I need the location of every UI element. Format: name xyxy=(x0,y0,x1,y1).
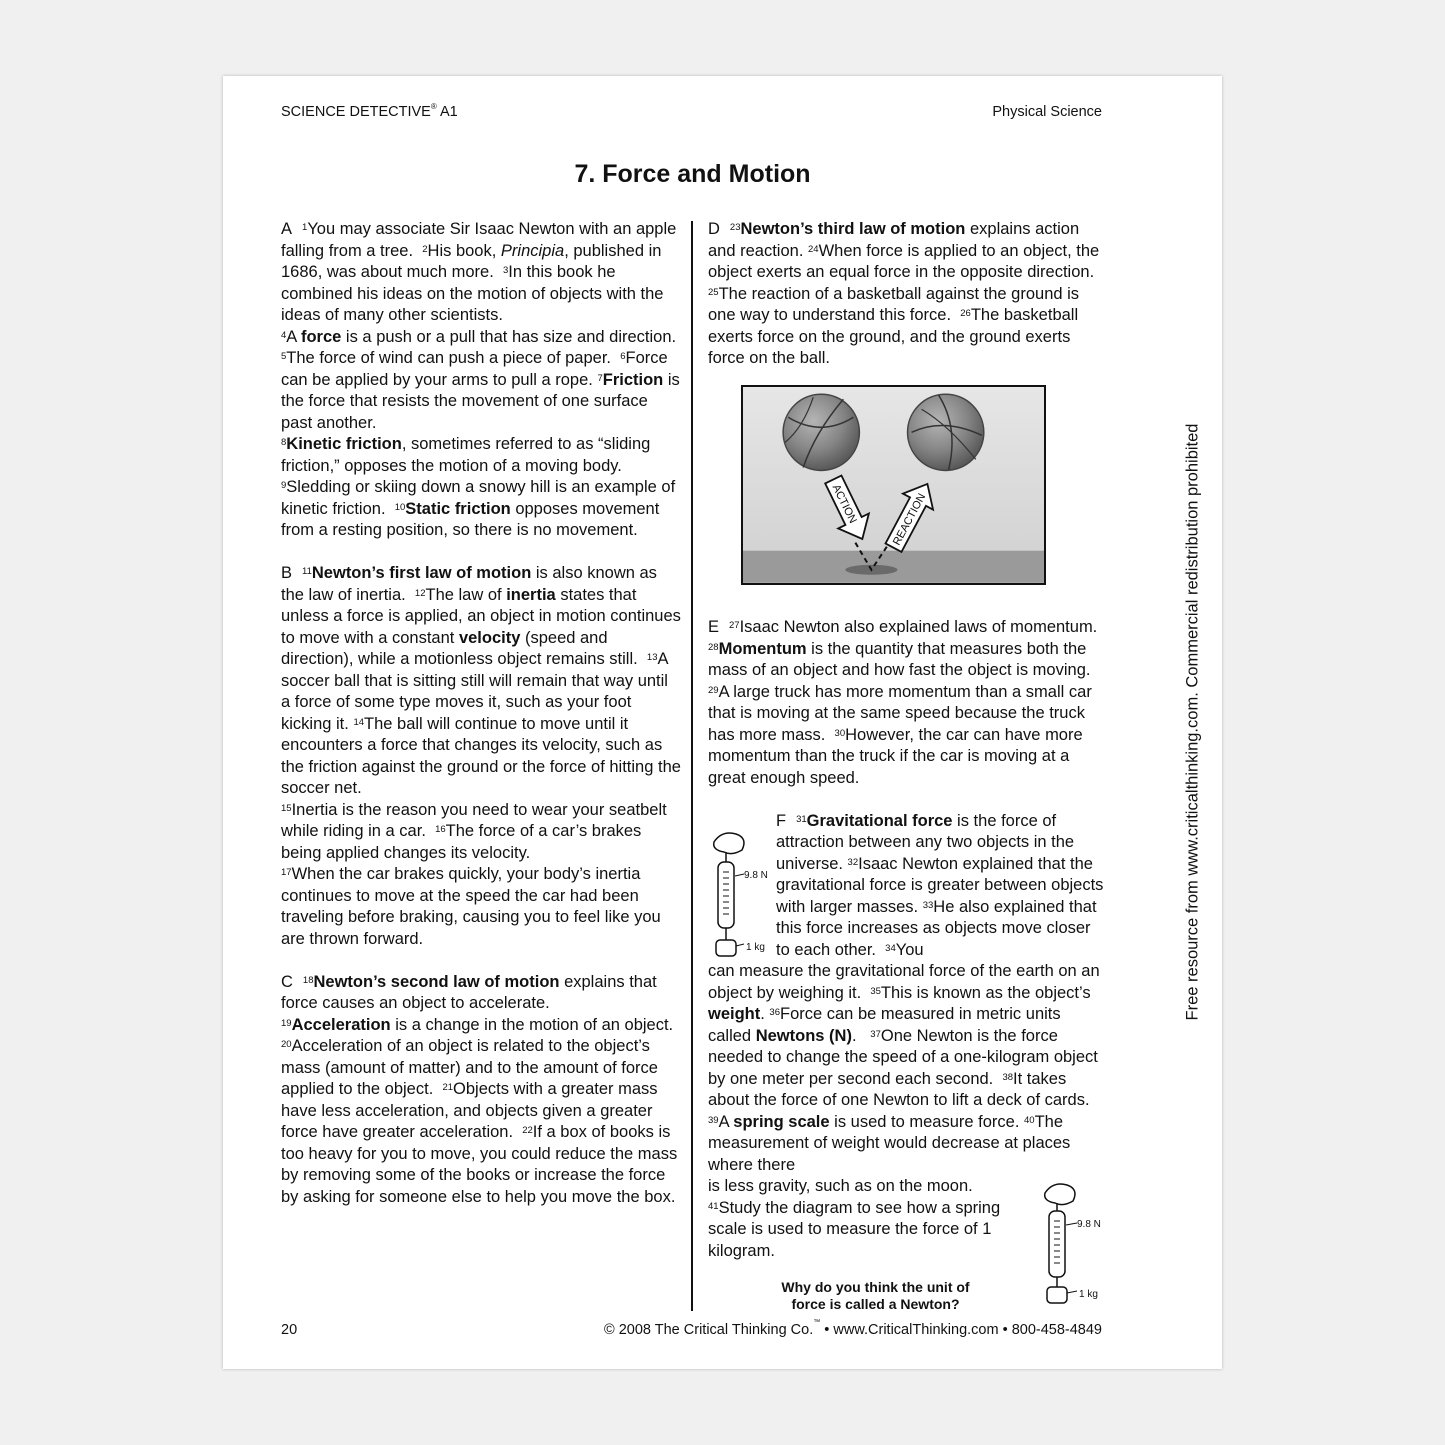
svg-text:1 kg: 1 kg xyxy=(1079,1289,1098,1300)
right-column xyxy=(708,219,1108,1262)
svg-text:1 kg: 1 kg xyxy=(746,942,765,953)
svg-text:REACTION: REACTION xyxy=(890,491,929,548)
discussion-question: Why do you think the unit of force is called a Newton? xyxy=(781,1279,970,1312)
svg-text:9.8 N: 9.8 N xyxy=(1077,1219,1101,1230)
subject-header: Physical Science xyxy=(992,104,1102,120)
column-divider xyxy=(691,221,693,1311)
paragraph-f: F $^{31}$Gravitational force is the force of attraction between any two objects in the universe. $^{32}$Isaac Newton explained that the gravitational force is greater between objects with larger masses. $^{33}$He also explained that this force increases as objects move closer to each other. $^{34}$You can measure the gravitational force of the earth on an object by weighing it. $^{35}$This is known as the object’s weight. $^{36}$Force can be measured in metric units called Newtons (N). $^{37}$One Newton is the force needed to change the speed of a one-kilogram object by one meter per second each second. $^{38}$It takes about the force of one Newton to lift a deck of cards. $^{39}$A spring scale is used to measure force. $^{40}$The measurement of weight would decrease at places where there is less gravity, such as on the moon. $^{41}$Study the diagram to see how a spring scale is used to measure the force of 1 kilogram. xyxy=(708,811,1104,1260)
svg-text:9.8 N: 9.8 N xyxy=(744,870,768,881)
paragraph-e: E $^{27}$Isaac Newton also explained laws of momentum. $^{28}$Momentum is the quantity that measures both the mass of an object and how fast the object is moving. $^{29}$A large truck has more momentum than a small car that is moving at the same speed because the truck has more mass. $^{30}$However, the car can have more momentum than the truck if the car is moving at a great enough speed. xyxy=(708,618,1102,787)
paragraph-c: C $^{18}$Newton’s second law of motion explains that force causes an object to accelerate. $^{19}$Acceleration is a change in the motion of an object. $^{20}$Acceleration of an object is related to the object’s mass (amount of matter) and to the amount of force applied to the object. $^{21}$Objects with a greater mass have less acceleration, and objects given a greater force have greater acceleration. $^{22}$If a box of books is too heavy for you to move, you could reduce the mass by removing some of the books or increase the force by asking for someone else to help you move the box. xyxy=(281,972,678,1206)
page-title: 7. Force and Motion xyxy=(574,160,811,188)
basketball-right xyxy=(908,394,984,470)
redistribution-notice: Free resource from www.criticalthinking.com. Commercial redistribution prohibited xyxy=(1183,423,1202,1021)
worksheet-page xyxy=(223,76,1222,1369)
svg-text:ACTION: ACTION xyxy=(829,482,859,526)
page-number: 20 xyxy=(281,1322,298,1338)
spring-scale-icon xyxy=(708,828,774,968)
paragraph-a: A $^1$You may associate Sir Isaac Newton with an apple falling from a tree. $^2$His book, Principia, published in 1686, was about much more. $^3$In this book he combined his ideas on the motion of objects with the ideas of many other scientists. $^4$A force is a push or a pull that has size and direction. $^5$The force of wind can push a piece of paper. $^6$Force can be applied by your arms to pull a rope. $^7$Friction is the force that resists the movement of one surface past another. $^8$Kinetic friction, sometimes referred to as “sliding friction,” opposes the motion of a moving body. $^9$Sledding or skiing down a snowy hill is an example of kinetic friction. $^{10}$Static friction opposes movement from a resting position, so there is no movement. xyxy=(281,220,681,539)
series-header: SCIENCE DETECTIVE® A1 xyxy=(281,102,458,120)
copyright-footer: © 2008 The Critical Thinking Co.™ • www.CriticalThinking.com • 800-458-4849 xyxy=(604,1319,1102,1338)
left-column xyxy=(281,219,681,1208)
spring-scale-icon xyxy=(1031,1179,1111,1314)
basketball-left xyxy=(783,394,859,470)
action-reaction-figure xyxy=(741,385,1046,585)
paragraph-d: D $^{23}$Newton’s third law of motion explains action and reaction. $^{24}$When force is applied to an object, the object exerts an equal force in the opposite direction. $^{25}$The reaction of a basketball against the ground is one way to understand this force. $^{26}$The basketball exerts force on the ground, and the ground exerts force on the ball. xyxy=(708,220,1104,367)
paragraph-b: B $^{11}$Newton’s first law of motion is also known as the law of inertia. $^{12}$The law of inertia states that unless a force is applied, an object in motion continues to move with a constant velocity (speed and direction), while a motionless object remains still. $^{13}$A soccer ball that is sitting still will remain that way until a force of some type moves it, such as your foot kicking it. $^{14}$The ball will continue to move until it encounters a force that changes its velocity, such as the friction against the ground or the force of hitting the soccer net. $^{15}$Inertia is the reason you need to wear your seatbelt while riding in a car. $^{16}$The force of a car’s brakes being applied changes its velocity. $^{17}$When the car brakes quickly, your body’s inertia continues to move at the speed the car had been traveling before braking, causing you to feel like you are thrown forward. xyxy=(281,564,681,948)
